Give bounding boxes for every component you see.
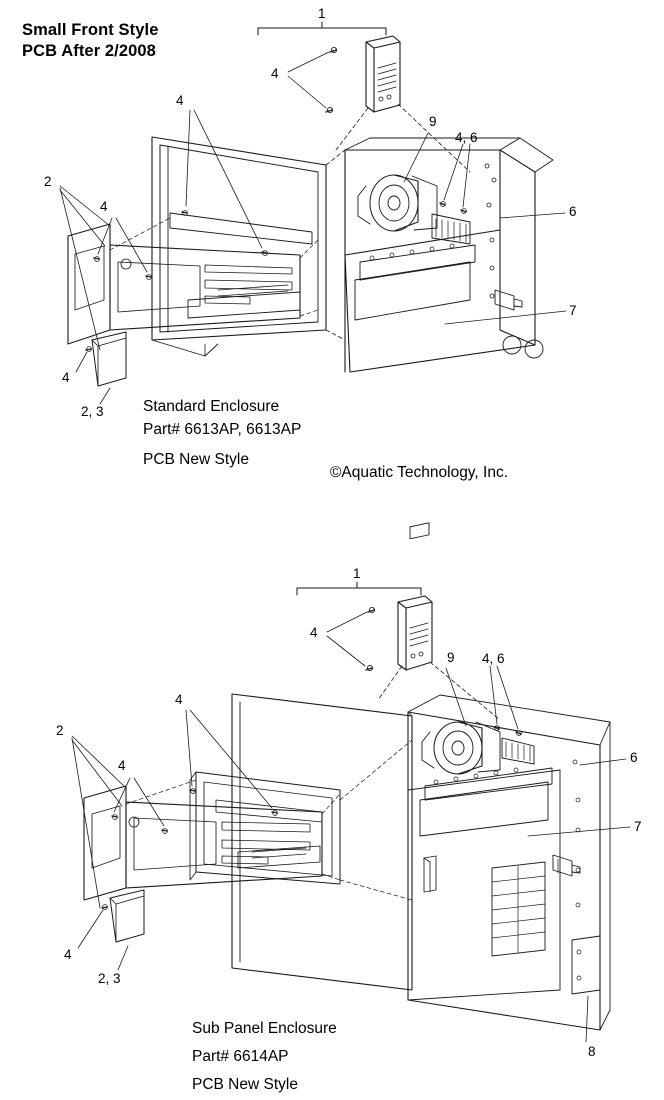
callout-4-fig1-c: 4 <box>100 199 108 214</box>
callout-9-fig2: 9 <box>447 650 455 665</box>
figure2-caption-line3: PCB New Style <box>192 1076 298 1093</box>
callout-4-6-fig2: 4, 6 <box>482 651 505 666</box>
callout-7-fig1: 7 <box>569 303 577 318</box>
callout-4-fig1-b: 4 <box>176 93 184 108</box>
figure2-caption-line1: Sub Panel Enclosure <box>192 1020 337 1037</box>
callout-4-6-fig1: 4, 6 <box>455 130 478 145</box>
callout-4-fig2-a: 4 <box>310 625 318 640</box>
figure1-caption-line1: Standard Enclosure <box>143 398 280 415</box>
callout-1-fig1: 1 <box>318 6 326 21</box>
callout-6-fig2: 6 <box>630 750 638 765</box>
callout-2-3-fig1: 2, 3 <box>81 404 104 419</box>
callout-8-fig2: 8 <box>588 1044 596 1059</box>
callout-4-fig2-c: 4 <box>118 758 126 773</box>
callout-4-fig1-d: 4 <box>62 370 70 385</box>
callout-6-fig1: 6 <box>569 204 577 219</box>
callout-2-fig1: 2 <box>44 174 52 189</box>
page-title-line2: PCB After 2/2008 <box>22 42 156 60</box>
page-title-line1: Small Front Style <box>22 21 159 39</box>
callout-4-fig2-d: 4 <box>64 947 72 962</box>
callout-4-fig1-a: 4 <box>271 66 279 81</box>
copyright-notice: ©Aquatic Technology, Inc. <box>330 464 509 481</box>
callout-9-fig1: 9 <box>429 114 437 129</box>
figure2-caption-line2: Part# 6614AP <box>192 1048 289 1065</box>
figure1-caption-line2: Part# 6613AP, 6613AP <box>143 421 302 438</box>
callout-7-fig2: 7 <box>634 819 642 834</box>
callout-2-fig2: 2 <box>56 723 64 738</box>
callout-2-3-fig2: 2, 3 <box>98 971 121 986</box>
figure1-caption-line3: PCB New Style <box>143 451 249 468</box>
callout-1-fig2: 1 <box>353 566 361 581</box>
callout-4-fig2-b: 4 <box>175 692 183 707</box>
